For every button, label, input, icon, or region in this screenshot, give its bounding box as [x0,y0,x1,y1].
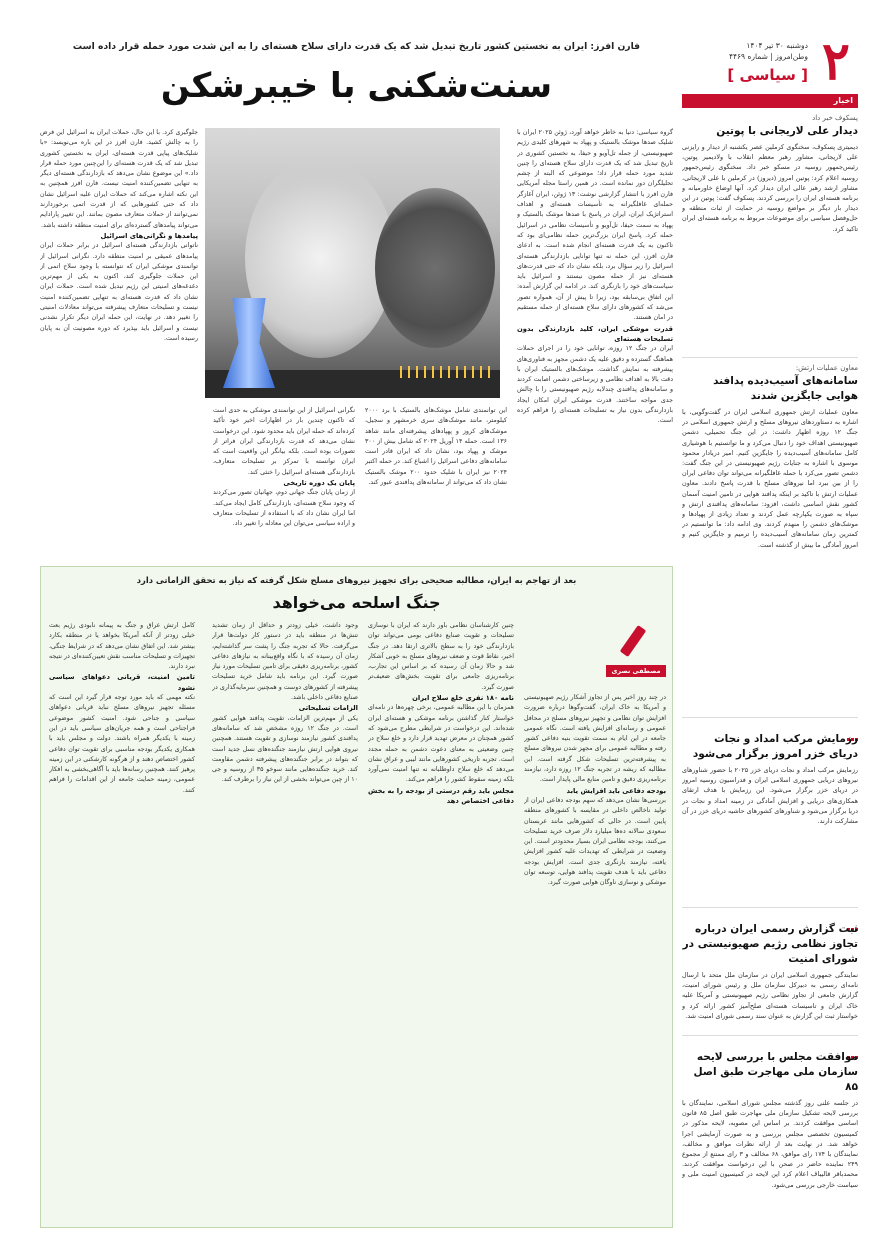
city-lights [400,366,490,378]
column-subhead: بودجه دفاعی باید افزایش یابد [566,786,666,795]
news-title[interactable]: دیدار علی لاریجانی با پوتین [716,125,858,137]
news-title[interactable]: ثبت گزارش رسمی ایران درباره تجاوز نظامی رژیم صهیونیستی در شورای امنیت [682,923,858,965]
author-name: مصطفی نصری [606,665,666,677]
lead-photo [205,128,500,398]
column-text: ناتوانی بازدارندگی هسته‌ای اسرائیل در برابر حملات ایران پیامدهای عمیقی بر امنیت منطقه دارد. نگرانی اسرائیل از توانمندی موشکی ایران که نتوانسته با وجود سلاح اتمی از این حملات جلوگیری کند، اکنون به یکی از مهم‌ترین دغدغه‌های امنیتی این رژیم تبدیل شده است. حملات ایران نشان داد که قدرت هسته‌ای به تنهایی تضمین‌کننده امنیت نیست و تسلیحات متعارف پیشرفته می‌تواند معادلات امنیتی را تغییر دهد. در نهایت، این حمله ایران دیگر تکرار نشدنی نیست و اسرائیل باید بپذیرد که دوره مصونیت آن به پایان رسیده است. [40,242,198,342]
column-text: نکته مهمی که باید مورد توجه قرار گیرد این است که مسئله تجهیز نیروهای مسلح نباید قربانی دعواهای سیاسی و جناحی شود. امنیت کشور موضوعی فراجناحی است و همه جریان‌های سیاسی باید در این زمینه با یکدیگر همراه باشند. دولت و مجلس باید با همکاری یکدیگر بودجه مناسبی برای تقویت توان دفاعی کشور اختصاص دهند و از هرگونه کارشکنی در این زمینه پرهیز کنند. همچنین رسانه‌ها باید با آگاهی‌بخشی به افکار عمومی، زمینه حمایت جامعه از این اقدامات را فراهم کنند. [49,694,195,794]
page-number: ۲ [822,31,850,92]
section-name: سیاسی [739,66,796,84]
lead-column-2 [365,406,507,553]
section-tag: [ سیاسی ] [727,66,808,84]
author-badge [606,621,666,685]
column-text: یکی از مهم‌ترین الزامات، تقویت پدافند هوایی کشور است. در جنگ ۱۲ روزه مشخص شد که سامانه‌های پدافندی کشور نیازمند نوسازی و تقویت هستند. همچنین نیروی هوایی ارتش نیازمند جنگنده‌های نسل جدید است که بتواند در برابر جنگنده‌های پیشرفته دشمن مقاومت کند. خرید جنگنده‌هایی مانند سوخو ۳۵ از روسیه و جی ۱۰ از چین می‌تواند بخشی از این نیاز را برطرف کند. [212,714,358,784]
column-text: این توانمندی شامل موشک‌های بالستیک با برد ۲۰۰۰ کیلومتر، مانند موشک‌های سری خرمشهر و سجیل، موشک‌های کروز و پهپادهای پیشرفته‌ای مانند شاهد ۱۳۶ است. حمله ۱۴ آوریل ۲۰۲۴ که شامل بیش از ۳۰۰ موشک و پهپاد بود، نشان داد که ایران قادر است سامانه‌های دفاعی اسرائیل را اشباع کند. در حمله اکتبر ۲۰۲۴ نیز ایران با شلیک حدود ۲۰۰ موشک بالستیک نشان داد که می‌تواند از سامانه‌های پدافندی عبور کند. [365,407,507,487]
column-subhead: پایان یک دوره تاریخی [283,479,355,488]
bullet-squares-icon [842,1044,858,1047]
column-text: نگرانی اسرائیل از این توانمندی موشکی به حدی است که تاکنون چندین بار در اظهارات اخیر خود تأکید کرده‌اند که حمله ایران باید محدود شود. این درخواست نشان می‌دهد که قدرت بازدارندگی ایران فراتر از تصورات بوده است. بلکه بیانگر این واقعیت است که ایران توانسته با تمرکز بر تسلیحات متعارف، بازدارندگی هسته‌ای اسرائیل را خنثی کند. [213,407,355,476]
opinion-columns [41,621,674,1221]
opinion-column-2 [368,621,514,1219]
lead-headline[interactable]: سنت‌شکنی با خیبرشکن [160,66,553,106]
opinion-column-4 [49,621,195,1219]
news-title[interactable]: موافقت مجلس با بررسی لایحه سازمان ملی مهاجرت طبق اصل ۸۵ [693,1051,858,1093]
bullet-squares-icon [842,726,858,729]
column-text: وجود داشت، خیلی زودتر و حداقل از زمان تشدید تنش‌ها در منطقه باید در دستور کار دولت‌ها قرار می‌گرفت. حالا که تجربه جنگ را پشت سر گذاشته‌ایم، زمان آن رسیده که با نگاه واقع‌بینانه به نیازهای دفاعی کشور، برنامه‌ریزی دقیقی برای تامین تسلیحات مورد نیاز صورت گیرد. این برنامه باید شامل خرید تسلیحات پیشرفته از کشورهای دوست و همچنین سرمایه‌گذاری در صنایع دفاعی داخلی باشد. [212,622,358,702]
news-title[interactable]: سامانه‌های آسیب‌دیده پدافند هوایی جایگزین شدند [713,375,858,402]
news-sidebar [682,31,858,1226]
column-text: چنین کارشناسان نظامی باور دارند که ایران با نوسازی تسلیحات و تقویت صنایع دفاعی بومی می‌تواند توان بازدارندگی خود را به سطح بالاتری ارتقا دهد. در جنگ اخیر، نقاط قوت و ضعف نیروهای مسلح به خوبی آشکار شد و حالا زمان آن رسیده که بر اساس این تجارب، برنامه‌ریزی جامعی برای تقویت بخش‌های ضعیف‌تر صورت گیرد. [368,622,514,691]
column-text: بررسی‌ها نشان می‌دهد که سهم بودجه دفاعی ایران از تولید ناخالص داخلی در مقایسه با کشورهای منطقه پایین است. در حالی که کشورهایی مانند عربستان سعودی سالانه ده‌ها میلیارد دلار صرف خرید تسلیحات می‌کنند، بودجه نظامی ایران بسیار محدودتر است. این وضعیت در شرایطی که تهدیدات علیه کشور افزایش یافته، نیازمند بازنگری جدی است. افزایش بودجه دفاعی باید با هدف تقویت پدافند هوایی، توسعه توان موشکی و نوسازی ناوگان هوایی صورت گیرد. [524,796,666,887]
column-subhead: الزامات تسلیحاتی [298,704,358,713]
column-text: در چند روز اخیر پس از تجاوز آشکار رژیم صهیونیستی و آمریکا به خاک ایران، گفت‌وگوها درباره ضرورت افزایش توان نظامی و تجهیز نیروهای مسلح در محافل عمومی و رسانه‌ای افزایش یافته است. نگاه عمومی جامعه در این ایام به سمت تقویت بنیه دفاعی کشور رفته و مطالبه عمومی برای مجهز شدن نیروهای مسلح به پیشرفته‌ترین تسلیحات شکل گرفته است. این مطالبه که ریشه در تجربه جنگ ۱۲ روزه دارد، نیازمند برنامه‌ریزی دقیق و تامین منابع مالی پایدار است. [524,694,666,784]
sidebar-news-item[interactable] [682,108,858,358]
column-text: ایران در جنگ ۱۲ روزه، توانایی خود را در اجرای حملات هماهنگ گسترده و دقیق علیه یک دشمن مجهز به فناوری‌های پیشرفته به نمایش گذاشت. موشک‌های بالستیک ایران با دقت بالا به اهداف نظامی و زیرساختی دشمن اصابت کردند و سامانه‌های پدافندی چندلایه رژیم صهیونیستی را با چالش جدی مواجه ساختند. قدرت موشکی ایران امکان ایجاد بازدارندگی بدون نیاز به تسلیحات هسته‌ای را فراهم کرده است. [517,345,673,425]
news-body: دیمیتری پسکوف، سخنگوی کرملین عصر یکشنبه از دیدار و رایزنی علی لاریجانی، مشاور رهبر معظم انقلاب با ولادیمیر پوتین، رئیس‌جمهور روسیه در مسکو خبر داد. سخنگوی رئیس‌جمهور روسیه اعلام کرد: پوتین امروز (دیروز) در کرملین با علی لاریجانی، مشاور ارشد رهبر عالی ایران دیدار کرد. آنها اوضاع خاورمیانه و برنامه هسته‌ای ایران را بررسی کردند. پسکوف گفت: پوتین در این دیدار بار دیگر بر مواضع روسیه در حمایت از ثبات منطقه و حل‌وفصل سیاسی برای موضوعات مربوط به برنامه هسته‌ای ایران تاکید کرد. [682,143,858,233]
opinion-headline[interactable]: جنگ اسلحه می‌خواهد [272,593,441,612]
sidebar-news-item[interactable] [682,908,858,1036]
column-subhead: پیامدها و نگرانی‌های اسرائیل [100,231,198,240]
opinion-kicker: بعد از تهاجم به ایران، مطالبه صحیحی برای تجهیز نیروهای مسلح شکل گرفته که نیاز به تحقق الزاماتی دارد [136,575,577,585]
lead-article [40,36,673,556]
sidebar-news-item[interactable] [682,718,858,908]
page-header [682,31,858,92]
pen-icon [610,621,662,661]
news-kicker: معاون عملیات ارتش: [795,364,858,372]
issue-line: وطن‌امروز | شماره ۴۴۶۹ [728,52,808,61]
news-body: نمایندگی جمهوری اسلامی ایران در سازمان ملل متحد با ارسال نامه‌ای رسمی به دبیرکل سازمان ملل و رئیس شورای امنیت، گزارش جامعی از تجاوز نظامی رژیم صهیونیستی و آمریکا علیه خاک ایران و تاسیسات هسته‌ای صلح‌آمیز کشور ارائه کرد و خواستار ثبت این گزارش به عنوان سند رسمی شورای امنیت شد. [682,971,858,1020]
bullet-squares-icon [842,916,858,919]
sidebar-news-item[interactable] [682,358,858,718]
smoke-plume [375,188,495,348]
column-text: کامل ارتش عراق و جنگ به پیمانه نابودی رژیم بعث خیلی زودتر از آنکه آمریکا بخواهد یا در منطقه بکارد بیشتر شد. این اتفاق نشان می‌دهد که در شرایط جنگی، تجهیزات و تسلیحات مناسب نقش تعیین‌کننده‌ای در نتیجه نبرد دارند. [49,622,195,671]
lead-column-1 [517,128,673,553]
column-subhead: تامین امنیت، قربانی دعواهای سیاسی نشود [49,673,195,692]
opinion-column-3 [212,621,358,1219]
news-title[interactable]: رزمایش مرکب امداد و نجات دریای خزر امروز برگزار می‌شود [692,733,858,760]
opinion-column-1 [524,693,666,1219]
news-body: در جلسه علنی روز گذشته مجلس شورای اسلامی، نمایندگان با بررسی لایحه تشکیل سازمان ملی مهاجرت طبق اصل ۸۵ قانون اساسی موافقت کردند. بر اساس این مصوبه، لایحه مذکور در کمیسیون تخصصی مجلس بررسی و به صورت آزمایشی اجرا خواهد شد. در نهایت بعد از ارائه نظرات موافق و مخالف، نمایندگان با ۱۷۴ رای موافق، ۶۸ مخالف و ۳ رای ممتنع از مجموع ۲۴۹ نماینده حاضر در صحن با این درخواست موافقت کردند. محمدباقر قالیباف اعلام کرد این لایحه در کمیسیون امنیت ملی و سیاست خارجی بررسی می‌شود. [682,1099,858,1189]
column-subhead: نامه ۱۸۰ نفری خلع سلاح ایران [412,694,514,703]
column-text: همزمان با این مطالبه عمومی، برخی چهره‌ها در نامه‌ای خواستار کنار گذاشتن برنامه موشکی و هسته‌ای ایران شده‌اند. این درخواست در شرایطی مطرح می‌شود که کشور همچنان در معرض تهدید قرار دارد و خلع سلاح در چنین وضعیتی به معنای دعوت دشمن به حمله مجدد است. تجربه تاریخی کشورهایی مانند لیبی و عراق نشان می‌دهد که خلع سلاح داوطلبانه نه تنها امنیت نمی‌آورد بلکه زمینه سقوط کشور را فراهم می‌کند. [368,704,514,784]
news-label: اخبار [682,94,858,108]
news-body: رزمایش مرکب امداد و نجات دریای خزر ۲۰۲۵ با حضور شناورهای نیروهای دریایی جمهوری اسلامی ایران و فدراسیون روسیه امروز در دریای خزر برگزار می‌شود. این رزمایش با هدف ارتقای همکاری‌های دریایی و افزایش آمادگی در زمینه امداد و نجات در دریا برگزار می‌شود و شناورهای کشورهای حاشیه دریای خزر در آن مشارکت دارند. [682,766,858,826]
lead-kicker: فارن افرز: ایران به نخستین کشور تاریخ تبدیل شد که یک قدرت دارای سلاح هسته‌ای را به این شدت مورد حمله قرار داده است [72,41,641,52]
column-text: جلوگیری کرد. با این حال، حملات ایران به اسرائیل این فرض را به چالش کشید. فارن افرز در این باره می‌نویسد: «با شلیک‌های پیاپی قدرت هسته‌ای، ایران به نخستین کشوری تبدیل شد که یک قدرت هسته‌ای را این‌چنین مورد حمله قرار داد.» این موضوع نشان می‌دهد که بازدارندگی هسته‌ای دیگر به تنهایی تضمین‌کننده امنیت نیست. فارن افرز همچنین به این نکته اشاره می‌کند که حملات ایران علیه اسرائیل نشان داد که حتی کشورهایی که از قدرت اتمی برخوردارند نمی‌توانند از حملات متعارف مصون بمانند. این تغییر پارادایم می‌تواند پیامدهای گسترده‌ای برای امنیت منطقه داشته باشد. [40,129,198,229]
column-subhead: قدرت موشکی ایران، کلید بازدارندگی بدون تسلیحات هسته‌ای [517,324,673,343]
news-kicker: پسکوف خبر داد [812,114,858,122]
smoke-plume [245,158,395,358]
lead-column-4 [40,128,198,553]
opinion-article [40,566,673,1228]
date-line: دوشنبه ۳۰ تیر ۱۴۰۴ [746,41,808,50]
lead-column-3 [213,406,355,553]
column-text: از زمان پایان جنگ جهانی دوم، جهانیان تصور می‌کردند که وجود سلاح هسته‌ای، بازدارندگی کامل ایجاد می‌کند. اما ایران نشان داد که با استفاده از تسلیحات متعارف و اراده سیاسی می‌توان این معادله را تغییر داد. [213,489,355,528]
sidebar-news-item[interactable] [682,1036,858,1216]
column-subhead: مجلس باید رقم درستی از بودجه را به بخش دفاعی اختصاص دهد [368,786,514,806]
issue-meta [729,40,808,62]
lead-columns [40,128,673,553]
column-text: گروه سیاسی: دنیا به خاطر خواهد آورد، ژوئن ۲۰۲۵ ایران با شلیک صدها موشک بالستیک و پهپاد به شهرهای کلیدی رژیم صهیونیستی، از جمله تل‌آویو و حیفا، به نخستین کشوری در تاریخ تبدیل شد که یک قدرت دارای سلاح هسته‌ای را چنین شدید مورد حمله قرار داد؛ موضوعی که البته از چشم تحلیلگران دور نمانده است. در همین راستا مجله آمریکایی فارن افرز با انتشار گزارشی نوشت: ۱۳ ژوئن، ایران آغازگر حمله‌ای غافلگیرانه به تأسیسات هسته‌ای و اهداف استراتژیک ایران، ایران در پاسخ با صدها موشک بالستیک و پهپاد به سمت حیفا، تل‌آویو و تأسیسات نظامی در اسرائیل حمله کرد. پاسخ ایران بزرگ‌ترین حمله نظامی‌ای بود که تاکنون به یک قدرت هسته‌ای انجام شده است. به ادعای فارن افرز، این حمله نه تنها توانایی بازدارندگی هسته‌ای اسرائیل را زیر سؤال برد، بلکه نشان داد که حتی قدرت‌های هسته‌ای نیز از حمله مصون نیستند و اسرائیل باید سیاست‌های خود را بازنگری کند. در ادامه این گزارش آمده: این اتفاق بی‌سابقه بود، زیرا تا پیش از آن، همواره تصور می‌شد که کشورهای دارای سلاح هسته‌ای از حمله مستقیم در امان هستند. [517,129,673,322]
news-body: معاون عملیات ارتش جمهوری اسلامی ایران در گفت‌وگویی، با اشاره به دستاوردهای نیروهای مسلح و ارتش جمهوری اسلامی در جنگ ۱۲ روزه اظهار داشت: در این جنگ تحمیلی، دشمن صهیونیستی اهداف خود را دنبال می‌کرد و ما توانستیم با هوشیاری کامل سامانه‌های آسیب‌دیده را جایگزین کنیم. امیر دریادار محمود موسوی با اشاره به جنایات رژیم صهیونیستی در این جنگ گفت: دشمن تصور می‌کرد با حمله غافلگیرانه می‌تواند توان دفاعی ایران را از بین ببرد اما نیروهای مسلح با قدرت پاسخ دادند. معاون عملیات ارتش با تاکید بر اینکه پدافند هوایی در تامین امنیت آسمان کشور نقش اساسی داشت، افزود: سامانه‌های پدافندی ارتش و سپاه به صورت یکپارچه عمل کردند و تعداد زیادی از پهپادها و موشک‌های دشمن را منهدم کردند. وی ادامه داد: ما توانستیم در کمترین زمان سامانه‌های آسیب‌دیده را ترمیم و جایگزین کنیم و امروز آمادگی ما بیش از گذشته است. [682,408,858,549]
